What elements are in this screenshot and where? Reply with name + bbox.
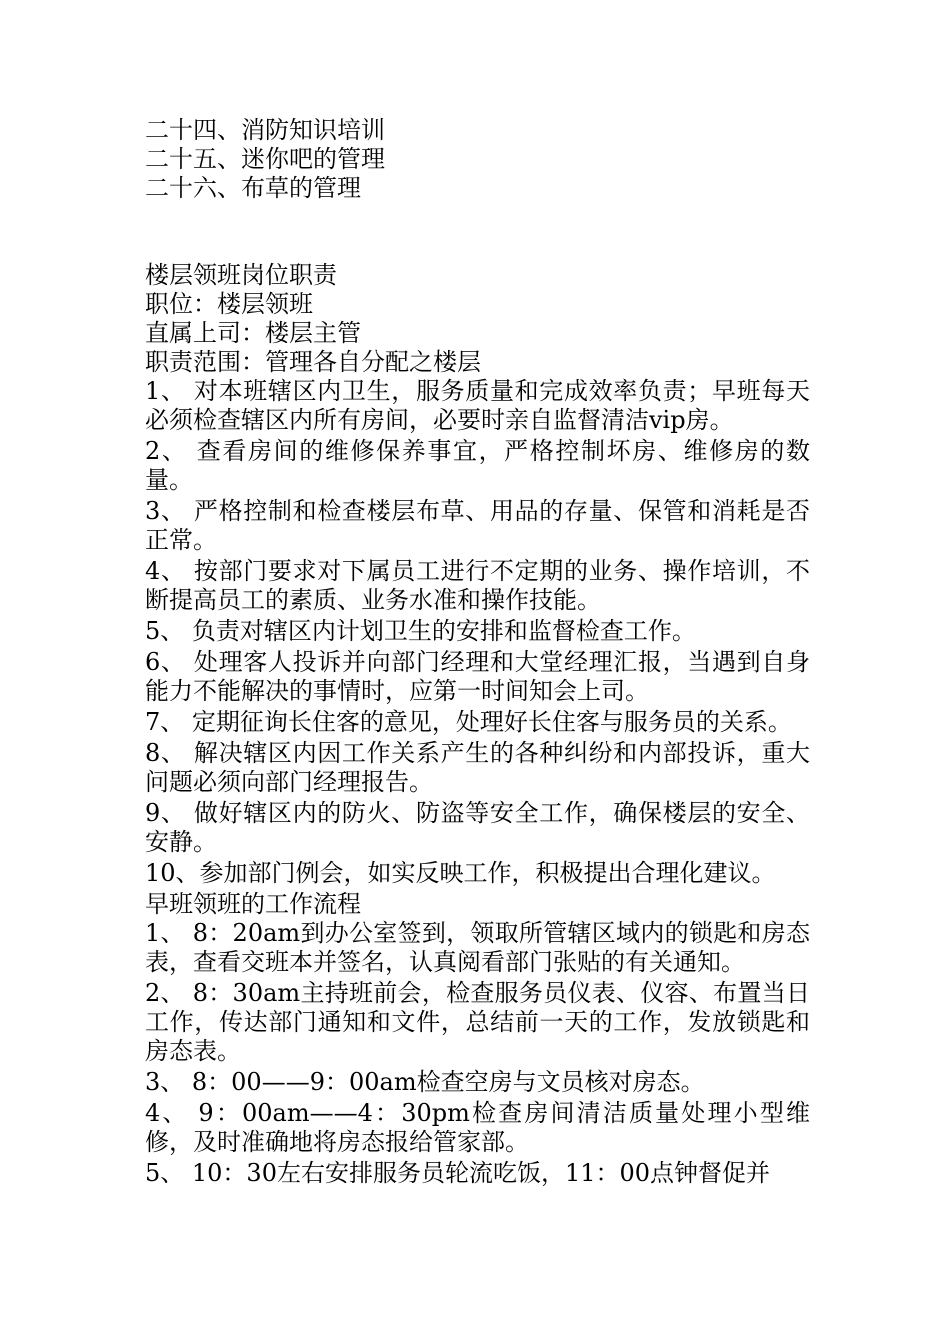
toc-item: 二十六、布草的管理 <box>145 174 361 202</box>
duty-item: 4、 按部门要求对下属员工进行不定期的业务、操作培训，不断提高员工的素质、业务水准和操作技能。 <box>145 557 810 614</box>
workflow-step: 1、 8：20am到办公室签到，领取所管辖区域内的锁匙和房态表，查看交班本并签名，认真阅看部门张贴的有关通知。 <box>145 919 810 976</box>
duty-item: 8、 解决辖区内因工作关系产生的各种纠纷和内部投诉，重大问题必须向部门经理报告。 <box>145 739 810 796</box>
workflow-step: 2、 8：30am主持班前会，检查服务员仪表、仪容、布置当日工作，传达部门通知和文件，总结前一天的工作，发放锁匙和房态表。 <box>145 979 810 1065</box>
workflow-step: 5、 10：30左右安排服务员轮流吃饭，11：00点钟督促并 <box>145 1159 771 1187</box>
table-of-contents <box>145 116 815 203</box>
document-body <box>145 116 815 1190</box>
position-line: 职位：楼层领班 <box>145 290 313 318</box>
section-title: 楼层领班岗位职责 <box>145 261 337 289</box>
section-header <box>145 261 815 377</box>
duty-item: 3、 严格控制和检查楼层布草、用品的存量、保管和消耗是否正常。 <box>145 497 810 554</box>
workflow-list <box>145 919 815 1188</box>
toc-item: 二十五、迷你吧的管理 <box>145 145 385 173</box>
workflow-title: 早班领班的工作流程 <box>145 890 361 918</box>
duty-item: 7、 定期征询长住客的意见，处理好长住客与服务员的关系。 <box>145 708 792 736</box>
duty-item: 9、 做好辖区内的防火、防盗等安全工作，确保楼层的安全、安静。 <box>145 799 810 856</box>
workflow-step: 3、 8：00——9：00am检查空房与文员核对房态。 <box>145 1068 705 1096</box>
duty-item: 5、 负责对辖区内计划卫生的安排和监督检查工作。 <box>145 617 696 645</box>
blank-space <box>145 203 815 261</box>
duty-item: 6、 处理客人投诉并向部门经理和大堂经理汇报，当遇到自身能力不能解决的事情时，应第一时间知会上司。 <box>145 648 810 705</box>
workflow-step: 4、 9：00am——4：30pm检查房间清洁质量处理小型维修，及时准确地将房态报给管家部。 <box>145 1099 810 1156</box>
supervisor-line: 直属上司：楼层主管 <box>145 319 361 347</box>
duties-list <box>145 377 815 888</box>
duty-item: 2、 查看房间的维修保养事宜，严格控制坏房、维修房的数量。 <box>145 437 810 494</box>
duty-item: 1、 对本班辖区内卫生，服务质量和完成效率负责；早班每天必须检查辖区内所有房间，必要时亲自监督清洁vip房。 <box>145 377 810 434</box>
duty-item: 10、参加部门例会，如实反映工作，积极提出合理化建议。 <box>145 859 776 887</box>
toc-item: 二十四、消防知识培训 <box>145 116 385 144</box>
scope-line: 职责范围：管理各自分配之楼层 <box>145 348 481 376</box>
